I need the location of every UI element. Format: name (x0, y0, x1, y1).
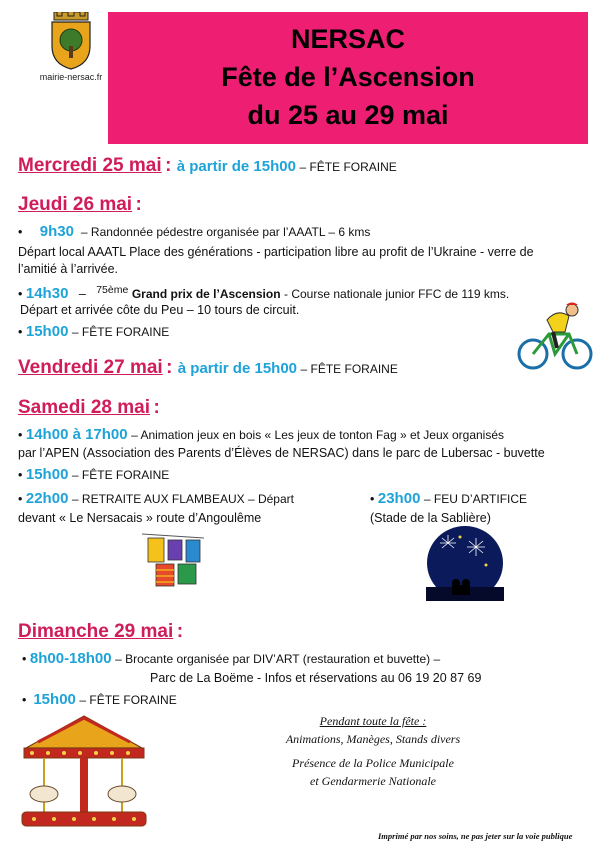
samedi-e4-desc: (Stade de la Sablière) (370, 511, 491, 525)
banner-event: Fête de l’Ascension (221, 62, 475, 92)
lanterns-icon (142, 530, 204, 590)
jeudi-event-2 (18, 281, 509, 304)
mercredi-line (18, 156, 397, 177)
jeudi-e2-rest: - Course nationale junior FFC de 119 kms. (284, 287, 510, 302)
bullet-icon: • (22, 652, 27, 666)
bullet-icon: • (18, 492, 23, 506)
info-heading: Pendant toute la fête : (319, 714, 427, 728)
samedi-event-1 (18, 425, 504, 445)
bullet-icon: • (18, 468, 23, 482)
jeudi-event-3 (18, 322, 169, 342)
dash: – (78, 287, 86, 302)
dimanche-event-1 (22, 649, 440, 669)
banner-dates: du 25 au 29 mai (247, 100, 449, 130)
info-line-1: Animations, Manèges, Stands divers (285, 732, 461, 746)
jeudi-e2-title: Grand prix de l’Ascension (131, 287, 281, 302)
vendredi-text: – FÊTE FORAINE (300, 362, 398, 376)
jeudi-event-1 (18, 222, 370, 242)
samedi-e4-time: 23h00 (377, 490, 421, 507)
samedi-e3-time: 22h00 (25, 490, 69, 507)
jeudi-heading-line: Jeudi 26 mai : (18, 194, 142, 215)
town-crest (26, 12, 116, 82)
jeudi-e3-text: – FÊTE FORAINE (71, 325, 170, 339)
samedi-e3-desc: devant « Le Nersacais » route d’Angoulême (18, 511, 262, 525)
samedi-e1-text: – Animation jeux en bois « Les jeux de tonton Fag » et Jeux organisés (131, 428, 505, 442)
info-line-3: et Gendarmerie Nationale (310, 774, 436, 788)
mercredi-heading: Mercredi 25 mai (18, 155, 162, 176)
dimanche-e1-text: – Brocante organisée par DIV’ART (restauration et buvette) – (115, 652, 441, 666)
samedi-e3-text: – RETRAITE AUX FLAMBEAUX – Départ (71, 492, 294, 506)
vendredi-time: à partir de 15h00 (177, 360, 298, 377)
colon: : (165, 155, 177, 176)
bullet-icon: • (370, 492, 375, 506)
bullet-icon: • (18, 225, 23, 239)
mercredi-time: à partir de 15h00 (176, 158, 296, 175)
samedi-heading-line: Samedi 28 mai : (18, 397, 160, 418)
mercredi-text: – FÊTE FORAINE (299, 160, 397, 174)
crest-shield-icon (48, 12, 94, 70)
jeudi-e1-desc-line: Départ local AAATL Place des générations - participation libre au profit de l’Ukraine - verre de (18, 245, 534, 259)
samedi-e2-text: – FÊTE FORAINE (71, 468, 170, 482)
dimanche-heading: Dimanche 29 mai (18, 621, 174, 642)
jeudi-e3-time: 15h00 (25, 323, 69, 340)
samedi-heading: Samedi 28 mai (18, 397, 151, 418)
dimanche-event-2 (22, 690, 177, 710)
fireworks-icon (426, 525, 504, 601)
jeudi-e1-desc (18, 244, 598, 278)
samedi-e1-desc: par l’APEN (Association des Parents d’Élèves de NERSAC) dans le parc de Lubersac - buvette (18, 446, 545, 460)
jeudi-e1-time: 9h30 (39, 223, 74, 240)
jeudi-heading: Jeudi 26 mai (18, 194, 133, 215)
jeudi-e2-time: 14h30 (25, 285, 69, 303)
info-line-2: Présence de la Police Municipale (292, 756, 454, 770)
vendredi-heading: Vendredi 27 mai (18, 357, 163, 378)
info-block (258, 712, 488, 790)
cyclist-icon (517, 300, 595, 374)
carousel-icon (18, 712, 150, 830)
bullet-icon: • (18, 428, 23, 442)
crest-site-label: mairie-nersac.fr (39, 72, 103, 82)
dimanche-e2-time: 15h00 (33, 691, 76, 708)
dimanche-heading-line: Dimanche 29 mai : (18, 621, 184, 642)
samedi-event-4 (370, 489, 527, 509)
vendredi-line: Vendredi 27 mai : à partir de 15h00 – FÊTE FORAINE (18, 357, 398, 378)
footer-note: Imprimé par nos soins, ne pas jeter sur la voie publique (378, 831, 573, 841)
samedi-event-3 (18, 489, 294, 509)
bullet-icon: • (22, 693, 27, 707)
title-banner (108, 12, 588, 144)
dimanche-e1-desc: Parc de La Boëme - Infos et réservations au 06 19 20 87 69 (150, 671, 482, 685)
samedi-event-2 (18, 465, 169, 485)
bullet-icon: • (18, 325, 23, 339)
dimanche-e1-time: 8h00-18h00 (29, 650, 112, 667)
bullet-icon: • (18, 287, 23, 302)
jeudi-e1-title: – Randonnée pédestre organisée par l’AAATL – 6 kms (80, 225, 371, 239)
dimanche-e2-text: – FÊTE FORAINE (79, 693, 177, 707)
banner-town: NERSAC (290, 24, 405, 54)
samedi-e2-time: 15h00 (25, 466, 69, 483)
jeudi-e1-desc-line: l’amitié à l’arrivée. (18, 262, 119, 276)
jeudi-e2-edition: 75ème (96, 284, 129, 296)
samedi-e1-time: 14h00 à 17h00 (25, 426, 128, 443)
jeudi-e2-desc: Départ et arrivée côte du Peu – 10 tours de circuit. (20, 303, 300, 317)
samedi-e4-text: – FEU D’ARTIFICE (423, 492, 528, 506)
